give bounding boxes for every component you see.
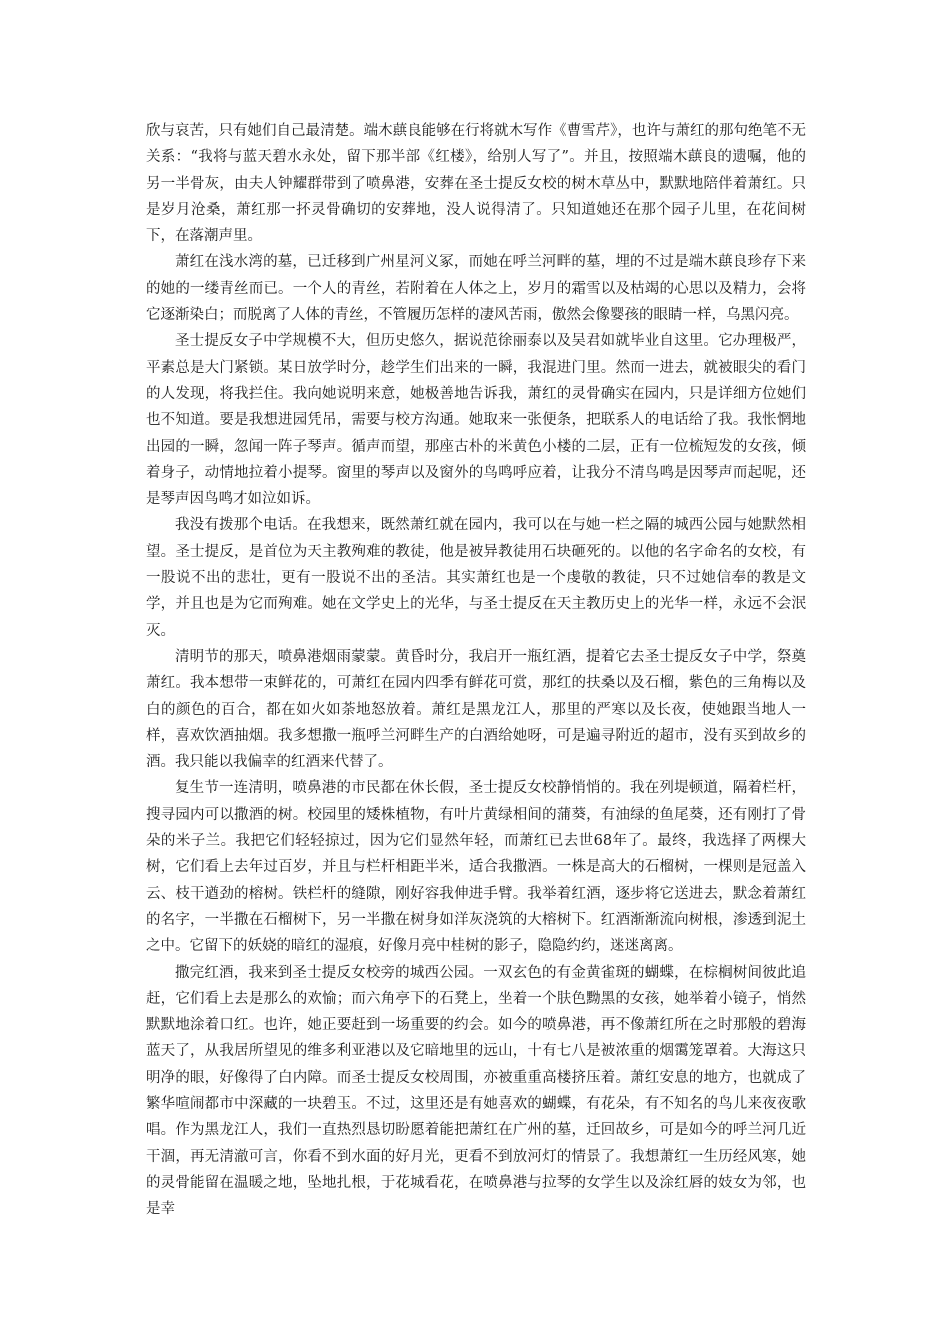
paragraph: 复生节一连清明，喷鼻港的市民都在休长假，圣士提反女校静悄悄的。我在列堤顿道，隔着栏杆，搜寻园内可以撒酒的树。校园里的矮株植物，有叶片黄绿相间的蒲葵，有油绿的鱼尾葵，还有刚打了骨朵的米子兰。我把它们轻轻掠过，因为它们显然年轻，而萧红已去世68年了。最终，我选择了两棵大树，它们看上去年过百岁，并且与栏杆相距半米，适合我撒酒。一株是高大的石榴树，一棵则是冠盖入云、枝干遒劲的榕树。铁栏杆的缝隙，刚好容我伸进手臂。我举着红酒，逐步将它送进去，默念着萧红的名字，一半撒在石榴树下，另一半撒在树身如洋灰浇筑的大榕树下。红酒渐渐流向树根，渗透到泥土之中。它留下的妖娆的暗红的湿痕，好像月亮中桂树的影子，隐隐约约，迷迷离离。 <box>146 780 806 955</box>
document-body <box>146 118 806 1222</box>
paragraph: 撒完红酒，我来到圣士提反女校旁的城西公园。一双玄色的有金黄雀斑的蝴蝶，在棕榈树间彼此追赶，它们看上去是那么的欢愉；而六角亭下的石凳上，坐着一个肤色黝黑的女孩，她举着小镜子，悄然默默地涂着口红。也许，她正要赶到一场重要的约会。如今的喷鼻港，再不像萧红所在之时那般的碧海蓝天了，从我居所望见的维多利亚港以及它暗地里的远山，十有七八是被浓重的烟霭笼罩着。大海这只明净的眼，好像得了白内障。而圣士提反女校周围，亦被重重高楼挤压着。萧红安息的地方，也就成了繁华喧闹都市中深藏的一块碧玉。不过，这里还是有她喜欢的蝴蝶，有花朵，有不知名的鸟儿来夜夜歌唱。作为黑龙江人，我们一直热烈恳切盼愿着能把萧红在广州的墓，迁回故乡，可是如今的呼兰河几近干涸，再无清澈可言，你看不到水面的好月光，更看不到放河灯的情景了。我想萧红一生历经风寒，她的灵骨能留在温暖之地，坠地扎根，于花城看花，在喷鼻港与拉琴的女学生以及涂红唇的妓女为邻，也是幸 <box>146 964 806 1218</box>
paragraph: 萧红在浅水湾的墓，已迁移到广州星河义冢，而她在呼兰河畔的墓，埋的不过是端木蕻良珍存下来的她的一缕青丝而已。一个人的青丝，若附着在人体之上，岁月的霜雪以及枯竭的心思以及精力，会将它逐渐染白；而脱离了人体的青丝，不管履历怎样的凄风苦雨，傲然会像婴孩的眼睛一样，乌黑闪亮。 <box>146 254 806 324</box>
paragraph: 欣与哀苦，只有她们自己最清楚。端木蕻良能够在行将就木写作《曹雪芹》，也许与萧红的那句绝笔不无关系：“我将与蓝天碧水永处，留下那半部《红楼》，给别人写了”。并且，按照端木蕻良的遗嘱，他的另一半骨灰，由夫人钟耀群带到了喷鼻港，安葬在圣士提反女校的树木草丛中，默默地陪伴着萧红。只是岁月沧桑，萧红那一抔灵骨确切的安葬地，没人说得清了。只知道她还在那个园子儿里，在花间树下，在落潮声里。 <box>146 123 806 245</box>
paragraph: 我没有拨那个电话。在我想来，既然萧红就在园内，我可以在与她一栏之隔的城西公园与她默然相望。圣士提反，是首位为天主教殉难的教徒，他是被异教徒用石块砸死的。以他的名字命名的女校，有一股说不出的悲壮，更有一股说不出的圣洁。其实萧红也是一个虔敬的教徒，只不过她信奉的教是文学，并且也是为它而殉难。她在文学史上的光华，与圣士提反在天主教历史上的光华一样，永远不会泯灭。 <box>146 517 806 639</box>
paragraph: 圣士提反女子中学规模不大，但历史悠久，据说范徐丽泰以及吴君如就毕业自这里。它办理极严，平素总是大门紧锁。某日放学时分，趁学生们出来的一瞬，我混进门里。然而一进去，就被眼尖的看门的人发现，将我拦住。我向她说明来意，她极善地告诉我，萧红的灵骨确实在园内，只是详细方位她们也不知道。要是我想进园凭吊，需要与校方沟通。她取来一张便条，把联系人的电话给了我。我怅惘地出园的一瞬，忽闻一阵子琴声。循声而望，那座古朴的米黄色小楼的二层，正有一位梳短发的女孩，倾着身子，动情地拉着小提琴。窗里的琴声以及窗外的鸟鸣呼应着，让我分不清鸟鸣是因琴声而起呢，还是琴声因鸟鸣才如泣如诉。 <box>146 333 806 508</box>
paragraph: 清明节的那天，喷鼻港烟雨蒙蒙。黄昏时分，我启开一瓶红酒，提着它去圣士提反女子中学，祭奠萧红。我本想带一束鲜花的，可萧红在园内四季有鲜花可赏，那红的扶桑以及石榴，紫色的三角梅以及白的颜色的百合，都在如火如荼地怒放着。萧红是黑龙江人，那里的严寒以及长夜，使她跟当地人一样，喜欢饮酒抽烟。我多想撒一瓶呼兰河畔生产的白酒给她呀，可是遍寻附近的超市，没有买到故乡的酒。我只能以我偏幸的红酒来代替了。 <box>146 648 806 771</box>
